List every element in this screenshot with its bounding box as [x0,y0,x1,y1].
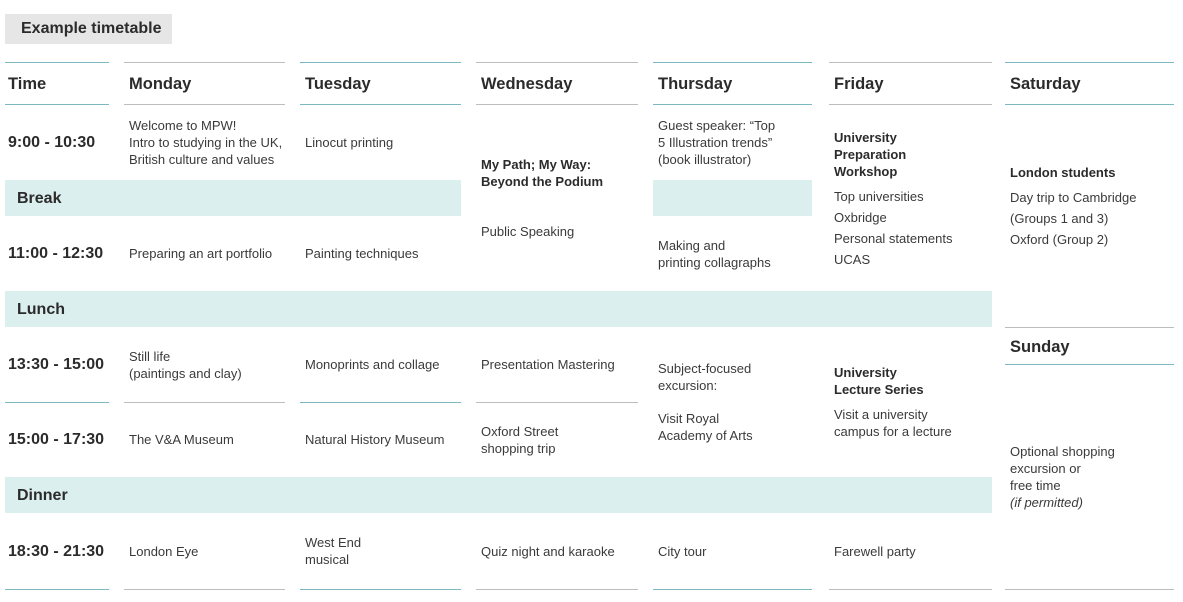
time-slot-1: 9:00 - 10:30 [8,134,96,151]
wednesday-slot-1: My Path; My Way: Beyond the Podium [481,157,604,189]
friday-workshop-items [834,186,953,270]
time-slot-4: 15:00 - 17:30 [8,431,105,448]
rule-fri-top [829,62,992,63]
time-slot-5: 18:30 - 21:30 [8,543,105,560]
break-label: Break [17,190,62,207]
tuesday-slot-5: West End musical [305,535,362,567]
header-wednesday: Wednesday [481,75,573,93]
rule-wed-bottom [476,104,638,105]
list-item: UCAS [834,252,871,267]
wednesday-slot-5: Quiz night and karaoke [481,544,615,559]
dinner-band [5,477,992,513]
thursday-slot-4: Visit Royal Academy of Arts [658,411,753,443]
rule-mon-row4 [124,402,285,403]
monday-slot-1: Welcome to MPW! Intro to studying in the UK, British culture and values [129,118,283,167]
rule-sun-bottom [1005,364,1174,365]
monday-slot-4: The V&A Museum [129,432,234,447]
wednesday-slot-4: Oxford Street shopping trip [481,424,559,456]
rule-sun-top [1005,327,1174,328]
header-monday: Monday [129,75,192,93]
list-item: Oxbridge [834,210,887,225]
thursday-slot-1: Guest speaker: “Top 5 Illustration trends” (book illustrator) [658,118,776,167]
monday-slot-2: Preparing an art portfolio [129,246,273,261]
rule-mon-bottom [124,104,285,105]
sunday-note: (if permitted) [1010,495,1083,510]
list-item: Top universities [834,189,924,204]
saturday-items [1010,187,1136,250]
time-slot-2: 11:00 - 12:30 [8,245,104,262]
rule-mon-top [124,62,285,63]
tuesday-slot-4: Natural History Museum [305,432,445,447]
friday-lecture-text: Visit a university campus for a lecture [834,407,952,439]
rule-sat-top [1005,62,1174,63]
wednesday-slot-2: Public Speaking [481,224,575,239]
rule-tue-row4 [300,402,461,403]
rule-tue-top [300,62,461,63]
lunch-band [5,291,992,327]
header-sunday: Sunday [1010,338,1070,356]
friday-lecture-title: University Lecture Series [834,365,924,397]
tuesday-slot-1: Linocut printing [305,135,394,150]
sunday-text: Optional shopping excursion or free time (if permitted) [1010,444,1115,510]
header-time: Time [8,75,47,93]
thursday-slot-3: Subject-focused excursion: [658,361,752,393]
rule-fri-bottom [829,104,992,105]
rule-thu-bottom [653,104,812,105]
rule-sat-end [1005,589,1174,590]
monday-slot-5: London Eye [129,544,199,559]
header-tuesday: Tuesday [305,75,371,93]
rule-time-row4 [5,402,109,403]
list-item: (Groups 1 and 3) [1010,211,1109,226]
rule-wed-end [476,589,638,590]
rule-thu-end [653,589,812,590]
thursday-slot-2: Making and printing collagraphs [658,238,771,270]
rule-sat-bottom [1005,104,1174,105]
saturday-title: London students [1010,165,1116,180]
break-band-left [5,180,461,216]
rule-wed-row4 [476,402,638,403]
timetable-title: Example timetable [21,20,162,37]
time-slot-3: 13:30 - 15:00 [8,356,105,373]
friday-workshop-title: University Preparation Workshop [834,130,907,179]
rule-thu-top [653,62,812,63]
monday-slot-3: Still life (paintings and clay) [129,349,242,381]
break-band-thursday [653,180,812,216]
dinner-label: Dinner [17,487,68,504]
thursday-slot-5: City tour [658,544,707,559]
rule-time-bottom [5,104,109,105]
wednesday-slot-3: Presentation Mastering [481,357,615,372]
rule-fri-end [829,589,992,590]
rule-tue-bottom [300,104,461,105]
list-item: Personal statements [834,231,953,246]
list-item: Day trip to Cambridge [1010,190,1137,205]
header-friday: Friday [834,75,884,93]
timetable-title-tag [5,14,172,44]
tuesday-slot-3: Monoprints and collage [305,357,440,372]
rule-tue-end [300,589,461,590]
header-saturday: Saturday [1010,75,1081,93]
lunch-label: Lunch [17,301,65,318]
friday-slot-5: Farewell party [834,544,916,559]
rule-time-top [5,62,109,63]
header-thursday: Thursday [658,75,733,93]
tuesday-slot-2: Painting techniques [305,246,419,261]
rule-mon-end [124,589,285,590]
rule-time-end [5,589,109,590]
rule-wed-top [476,62,638,63]
list-item: Oxford (Group 2) [1010,232,1109,247]
